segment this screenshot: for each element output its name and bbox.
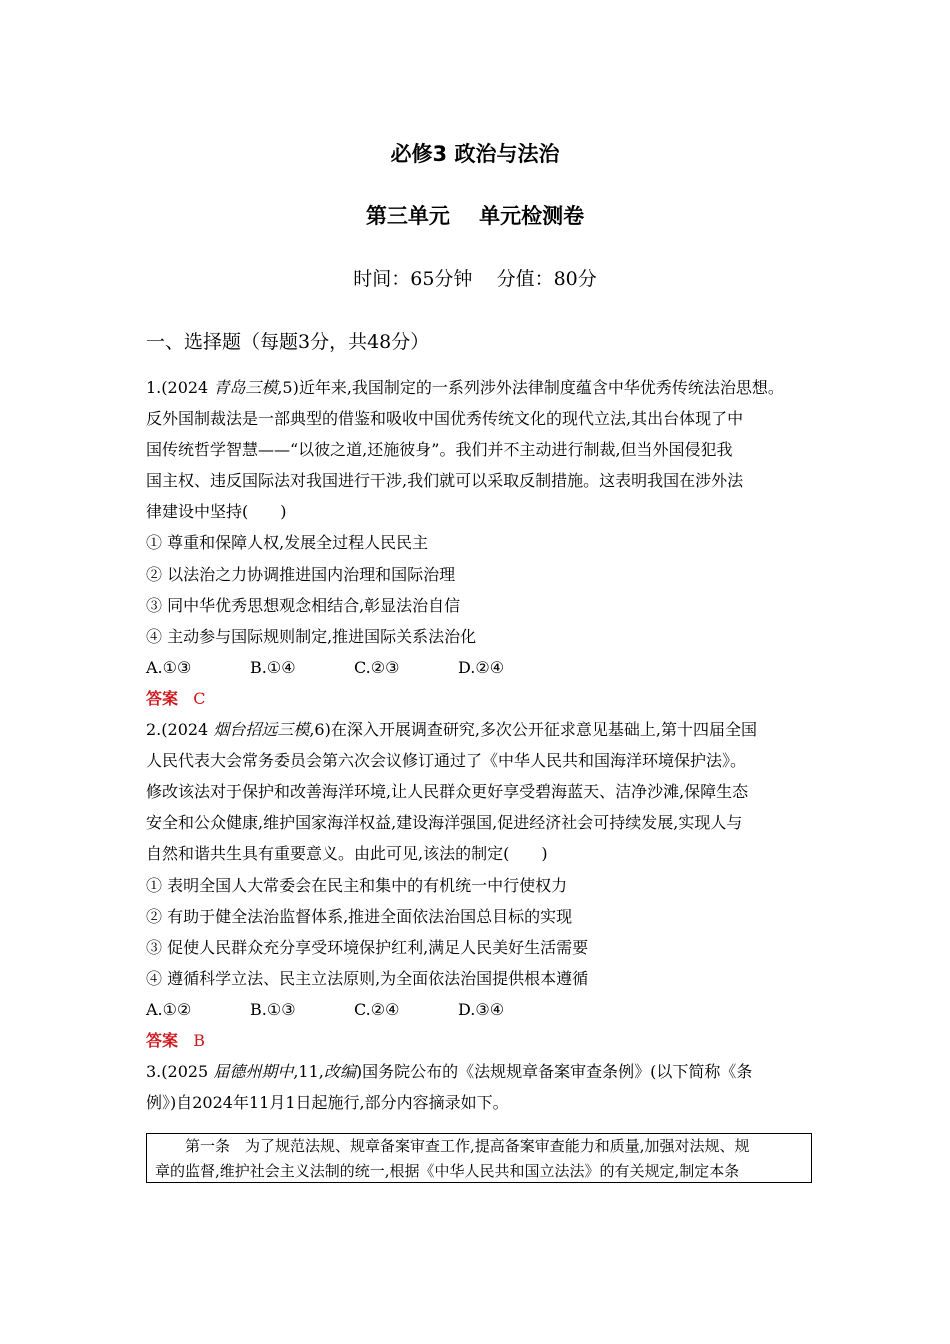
statement-1: ① 尊重和保障人权,发展全过程人民民主 (146, 533, 429, 553)
source-name: 烟台招远三模 (213, 720, 310, 740)
source-end: ) (355, 1062, 363, 1082)
question-3-first-line (146, 1056, 816, 1087)
source-close: ,6) (309, 720, 331, 740)
source-name: 青岛三模 (213, 378, 278, 397)
question-number: 3. (146, 1062, 162, 1082)
excerpt-line: 章的监督,维护社会主义法制的统一,根据《中华人民共和国立法法》的有关规定,制定本条 (155, 1162, 740, 1180)
source-open: (2024 (161, 720, 214, 740)
question-text-line: 人民代表大会常务委员会第六次会议修订通过了《中华人民共和国海洋环境保护法》。 (146, 751, 747, 771)
statement-2: ② 有助于健全法治监督体系,推进全面依法治国总目标的实现 (146, 906, 573, 926)
option-a: A.①② (146, 999, 192, 1019)
source-close: ,11, (293, 1062, 324, 1082)
option-d: D.③④ (458, 999, 505, 1019)
statement-2: ② 以法治之力协调推进国内治理和国际治理 (146, 564, 456, 584)
question-text-line: 国主权、违反国际法对我国进行干涉,我们就可以采取反制措施。这表明我国在涉外法 (146, 471, 744, 491)
question-text-line: 修改该法对于保护和改善海洋环境,让人民群众更好享受碧海蓝天、洁净沙滩,保障生态 (146, 782, 749, 802)
question-number: 1. (146, 378, 162, 397)
question-text-line: 安全和公众健康,维护国家海洋权益,建设海洋强国,促进经济社会可持续发展,实现人与 (146, 813, 743, 833)
question-1 (146, 372, 816, 714)
question-text-line: 律建设中坚持( ) (146, 502, 287, 522)
option-a: A.①③ (146, 657, 192, 677)
answer-value: B (193, 1030, 206, 1050)
question-text-line: 国传统哲学智慧——“以彼之道,还施彼身”。我们并不主动进行制裁,但当外国侵犯我 (146, 440, 733, 460)
option-b: B.①④ (250, 657, 296, 677)
source-note: 改编 (323, 1062, 356, 1082)
question-2-first-line (146, 714, 816, 745)
answer-options (146, 652, 816, 683)
question-3 (146, 1056, 816, 1118)
section-heading: 一、选择题（每题3分，共48分） (146, 331, 430, 353)
option-c: C.②③ (354, 657, 400, 677)
question-text-line: 国务院公布的《法规规章备案审查条例》(以下简称《条 (362, 1062, 753, 1082)
question-text-line: 反外国制裁法是一部典型的借鉴和吸收中国优秀传统文化的现代立法,其出台体现了中 (146, 409, 744, 429)
time-score-info: 时间：65分钟 分值：80分 (353, 268, 597, 290)
statement-1: ① 表明全国人大常委会在民主和集中的有机统一中行使权力 (146, 875, 568, 895)
regulation-excerpt-box (146, 1133, 812, 1183)
option-d: D.②④ (458, 657, 505, 677)
source-open: (2025 (161, 1062, 214, 1082)
source-name: 届德州期中 (213, 1062, 294, 1082)
excerpt-line: 第一条 为了规范法规、规章备案审查工作,提高备案审查能力和质量,加强对法规、规 (155, 1137, 750, 1155)
answer-line (146, 683, 816, 714)
question-1-first-line (146, 372, 816, 403)
statement-4: ④ 主动参与国际规则制定,推进国际关系法治化 (146, 626, 477, 646)
question-text-line: 近年来,我国制定的一系列涉外法律制度蕴含中华优秀传统法治思想。 (298, 378, 784, 397)
question-text-line: 自然和谐共生具有重要意义。由此可见,该法的制定( ) (146, 844, 548, 864)
statement-3: ③ 同中华优秀思想观念相结合,彰显法治自信 (146, 595, 461, 615)
answer-options (146, 994, 816, 1025)
option-c: C.②④ (354, 999, 400, 1019)
answer-value: C (193, 688, 206, 708)
answer-line (146, 1025, 816, 1056)
question-number: 2. (146, 720, 162, 740)
question-2 (146, 714, 816, 1056)
document-title: 必修3 政治与法治 (390, 142, 560, 166)
question-text-line: 例》)自2024年11月1日起施行,部分内容摘录如下。 (146, 1093, 509, 1113)
source-close: ,5) (277, 378, 299, 397)
option-b: B.①③ (250, 999, 296, 1019)
unit-title: 第三单元 单元检测卷 (365, 204, 585, 228)
answer-label: 答案 (146, 1030, 179, 1050)
statement-4: ④ 遵循科学立法、民主立法原则,为全面依法治国提供根本遵循 (146, 968, 589, 988)
question-text-line: 在深入开展调查研究,多次公开征求意见基础上,第十四届全国 (330, 720, 758, 740)
answer-label: 答案 (146, 688, 179, 708)
statement-3: ③ 促使人民群众充分享受环境保护红利,满足人民美好生活需要 (146, 937, 589, 957)
questions-body (146, 372, 816, 1118)
source-open: (2024 (161, 378, 214, 397)
